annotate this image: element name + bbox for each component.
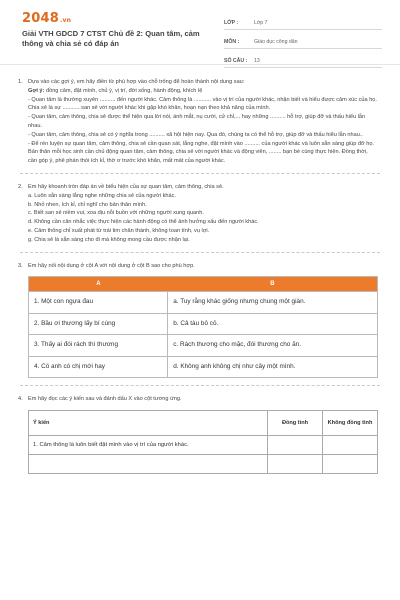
logo-text: 2048 bbox=[22, 11, 59, 26]
meta-row-class bbox=[224, 14, 382, 30]
page-header bbox=[0, 0, 400, 62]
question-number: 4. bbox=[18, 396, 23, 403]
question-intro: Em hãy đọc các ý kiến sau và đánh dấu X vào cột tương ứng. bbox=[28, 396, 182, 403]
column-a-cell[interactable]: 4. Có anh có chị mới hay bbox=[29, 356, 168, 378]
opinion-cell bbox=[29, 455, 268, 474]
question-intro: Dựa vào các gợi ý, em hãy điền từ phù hợp vào chỗ trống để hoàn thành nội dung sau: bbox=[28, 79, 245, 85]
table-row bbox=[29, 436, 378, 455]
table-row bbox=[29, 335, 378, 357]
table-row bbox=[29, 292, 378, 314]
question-number: 3. bbox=[18, 262, 23, 269]
site-logo[interactable] bbox=[22, 11, 71, 26]
answer-option[interactable]: b. Nhỏ nhen, ích kỉ, chỉ nghĩ cho bản thân mình. bbox=[28, 201, 147, 208]
meta-panel bbox=[224, 14, 382, 71]
hint bbox=[28, 87, 378, 96]
column-b-cell[interactable]: c. Rách thương cho mặc, đói thương cho ăn. bbox=[168, 335, 378, 357]
column-a-cell[interactable]: 1. Một con ngựa đau bbox=[29, 292, 168, 314]
meta-key: SỐ CÂU : bbox=[224, 58, 248, 64]
opinion-header: Ý kiến bbox=[29, 411, 268, 436]
meta-value: Lớp 7 bbox=[254, 20, 268, 26]
disagree-checkbox-cell[interactable] bbox=[323, 455, 378, 474]
table-row bbox=[29, 356, 378, 378]
column-b-cell[interactable]: d. Không anh không chị như cây một mình. bbox=[168, 356, 378, 378]
opinion-cell: 1. Cảm thông là luôn biết đặt mình vào vị trí của người khác. bbox=[29, 436, 268, 455]
table-row bbox=[29, 455, 378, 474]
question-intro: Em hãy khoanh tròn đáp án về biểu hiện của sự quan tâm, cảm thông, chia sẻ. bbox=[28, 183, 224, 190]
question-intro: Em hãy nối nội dung ở cột A với nội dung ở cột B sao cho phù hợp. bbox=[28, 262, 195, 269]
agree-header: Đồng tình bbox=[268, 411, 323, 436]
question-1 bbox=[18, 78, 378, 166]
column-b-header: B bbox=[168, 277, 378, 292]
opinion-table bbox=[28, 410, 378, 474]
question-number: 2. bbox=[18, 183, 23, 190]
question-number: 1. bbox=[18, 79, 23, 85]
fill-line: - Quan tâm là thường xuyên .......... đến người khác. Cảm thông là ........... vào vị trí của người khác, nhận biết và hiểu được cảm xúc của họ. Chia sẻ là sự ........... san sẻ với người khác khi gặp khó khăn, hoạn nạn theo khả năng của mình. bbox=[28, 96, 377, 112]
meta-value: 13 bbox=[254, 58, 260, 64]
page-title: Giải VTH GDCD 7 CTST Chủ đề 2: Quan tâm, cảm thông và chia sẻ có đáp án bbox=[22, 29, 200, 48]
fill-line: - Quan tâm, cảm thông, chia sẻ có ý nghĩa trong .......... xã hội hiện nay. Qua đó, chúng ta có thể hỗ trợ, giúp đỡ và thấu hiểu lẫn nhau.. bbox=[28, 131, 363, 138]
header-divider bbox=[0, 64, 400, 65]
question-4 bbox=[18, 395, 378, 474]
answer-option[interactable]: a. Luôn sẵn sàng lắng nghe những chia sẻ của người khác. bbox=[28, 192, 176, 199]
logo-suffix: .vn bbox=[59, 17, 72, 24]
fill-line: - Để rèn luyện sự quan tâm, cảm thông, chia sẻ cần quan sát, lắng nghe, đặt mình vào .......... của người khác và luôn sẵn sàng giúp đỡ họ. Bản thân mỗi học sinh cần chủ động quan tâm, cảm thông, chia sẻ với người khác và động viên, ........ bạn bè cùng thực hiện. Đồng thời, cần góp ý, phê phán thói ích kỉ, thờ ơ trước khó khăn, mất mát của người khác. bbox=[28, 140, 374, 165]
column-b-cell[interactable]: b. Cả tàu bỏ cỏ. bbox=[168, 313, 378, 335]
answer-option[interactable]: e. Cảm thông chỉ xuất phát từ trái tim chân thành, không toan tính, vụ lợi. bbox=[28, 227, 210, 234]
column-a-header: A bbox=[29, 277, 168, 292]
hint-text: đồng cảm, đặt mình, chủ ý, vị trí, đời sống, hành động, khích lệ bbox=[44, 87, 203, 94]
column-b-cell[interactable]: a. Tuy rằng khác giống nhưng chung một giàn. bbox=[168, 292, 378, 314]
answer-option[interactable]: d. Không cần cân nhắc việc thực hiện các hành động có thể ảnh hưởng xấu đến người khác. bbox=[28, 219, 259, 226]
answer-option[interactable]: g. Chia sẻ là sẵn sàng cho đi mà không mong cầu được nhận lại. bbox=[28, 236, 190, 243]
meta-key: MÔN : bbox=[224, 39, 240, 45]
disagree-header: Không đồng tình bbox=[323, 411, 378, 436]
question-divider bbox=[20, 252, 380, 253]
meta-row-count bbox=[224, 52, 382, 68]
disagree-checkbox-cell[interactable] bbox=[323, 436, 378, 455]
question-3 bbox=[18, 262, 378, 379]
meta-row-subject bbox=[224, 33, 382, 49]
column-a-cell[interactable]: 3. Thấy ai đói rách thì thương bbox=[29, 335, 168, 357]
answer-option[interactable]: c. Biết san sẻ niềm vui, xoa dịu nỗi buồn với những người xung quanh. bbox=[28, 210, 204, 217]
agree-checkbox-cell[interactable] bbox=[268, 436, 323, 455]
question-divider bbox=[20, 385, 380, 386]
hint-label: Gợi ý: bbox=[28, 87, 45, 94]
column-a-cell[interactable]: 2. Bầu ơi thương lấy bí cùng bbox=[29, 313, 168, 335]
meta-value: Giáo dục công dân bbox=[254, 39, 298, 45]
content bbox=[0, 78, 400, 474]
question-divider bbox=[20, 173, 380, 174]
question-2 bbox=[18, 183, 378, 245]
fill-line: - Quan tâm, cảm thông, chia sẻ được thể hiện qua lời nói, ánh mắt, nụ cười, cử chỉ,... hay những .......... hỗ trợ, giúp đỡ và thấu hiểu lẫn nhau. bbox=[28, 114, 366, 129]
meta-key: LỚP : bbox=[224, 20, 239, 26]
agree-checkbox-cell[interactable] bbox=[268, 455, 323, 474]
table-row bbox=[29, 313, 378, 335]
matching-table bbox=[28, 276, 378, 378]
